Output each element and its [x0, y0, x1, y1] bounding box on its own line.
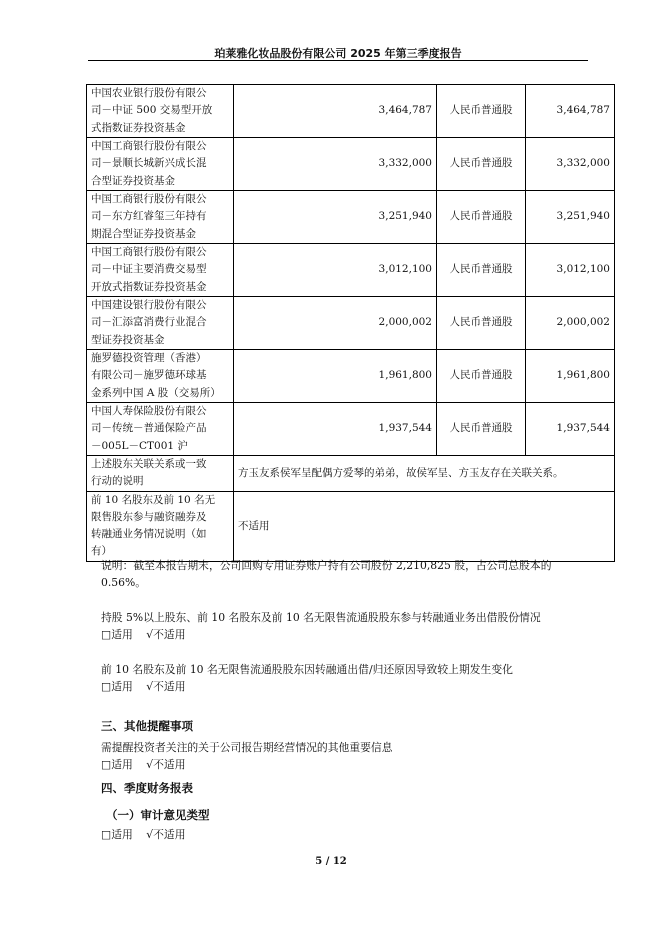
holder-name	[87, 297, 234, 350]
holder-name	[87, 191, 234, 244]
change-section	[101, 661, 513, 695]
holder-share-amount: 1,961,800	[526, 350, 615, 403]
holder-name-line: 中国农业银行股份有限公	[91, 87, 207, 100]
change-text: 前 10 名股东及前 10 名无限售流通股股东因转融通出借/归还原因导致较上期发生变化	[101, 663, 513, 676]
holder-name-line: 中国工商银行股份有限公	[91, 193, 207, 206]
holder-share-amount: 3,251,940	[526, 191, 615, 244]
page-number: 5 / 12	[315, 856, 347, 867]
holder-share-type: 人民币普通股	[437, 191, 526, 244]
lending-not-applicable-option: √不适用	[146, 628, 186, 641]
holder-name-line: 中国人寿保险股份有限公	[91, 405, 207, 418]
table-row	[87, 138, 615, 191]
holder-name	[87, 350, 234, 403]
section3-title: 三、其他提醒事项	[101, 719, 193, 733]
lending-text: 持股 5%以上股东、前 10 名股东及前 10 名无限售流通股股东参与转融通业务出借股份情况	[101, 611, 541, 624]
explanation-line-1: 说明：截至本报告期末，公司回购专用证券账户持有公司股份 2,210,825 股，占公司总股本的	[101, 559, 552, 572]
note-label	[87, 491, 234, 561]
holder-name-line: 合型证券投资基金	[91, 174, 175, 187]
holder-shares: 2,000,002	[234, 297, 437, 350]
holder-name	[87, 138, 234, 191]
holder-name-line: 期混合型证券投资基金	[91, 227, 196, 240]
header-rule	[88, 60, 588, 61]
note-label-line: 限售股东参与融资融券及	[91, 510, 207, 523]
holder-name-line: 有限公司－施罗德环球基	[91, 369, 207, 382]
table-row	[87, 85, 615, 138]
note-value: 不适用	[234, 491, 615, 561]
holder-shares: 1,937,544	[234, 403, 437, 456]
holder-name-line: 司－中证 500 交易型开放	[91, 104, 213, 117]
note-label-line: 转融通业务情况说明（如	[91, 528, 207, 541]
holder-share-amount: 3,012,100	[526, 244, 615, 297]
note-row	[87, 456, 615, 492]
section4-title: 四、季度财务报表	[101, 781, 193, 795]
audit-applicable-option: □适用	[101, 828, 133, 841]
lending-applicable-option: □适用	[101, 628, 133, 641]
holder-shares: 3,332,000	[234, 138, 437, 191]
holder-share-amount: 3,464,787	[526, 85, 615, 138]
holder-name-line: 司－东方红睿玺三年持有	[91, 210, 207, 223]
holder-name-line: 型证券投资基金	[91, 333, 165, 346]
holder-name	[87, 244, 234, 297]
section3-body	[101, 739, 393, 773]
holder-name-line: －005L－CT001 沪	[91, 439, 188, 452]
holder-share-type: 人民币普通股	[437, 297, 526, 350]
holder-name-line: 司－中证主要消费交易型	[91, 263, 207, 276]
holder-name-line: 中国建设银行股份有限公	[91, 299, 207, 312]
note-row	[87, 491, 615, 561]
holder-name-line: 司－传统－普通保险产品	[91, 422, 207, 435]
report-header: 珀莱雅化妆品股份有限公司 2025 年第三季度报告	[214, 47, 462, 60]
holder-shares: 3,251,940	[234, 191, 437, 244]
holder-name-line: 司－景顺长城新兴成长混	[91, 157, 207, 170]
explanation-line-2: 0.56%。	[101, 576, 147, 589]
holder-name-line: 开放式指数证券投资基金	[91, 280, 207, 293]
holder-shares: 1,961,800	[234, 350, 437, 403]
shareholders-table	[86, 84, 615, 562]
change-not-applicable-option: √不适用	[146, 680, 186, 693]
note-label-line: 行动的说明	[91, 475, 144, 488]
buyback-explanation	[101, 557, 552, 591]
holder-name-line: 式指数证券投资基金	[91, 121, 186, 134]
holder-shares: 3,012,100	[234, 244, 437, 297]
note-label-line: 前 10 名股东及前 10 名无	[91, 493, 216, 506]
holder-share-type: 人民币普通股	[437, 138, 526, 191]
table-row	[87, 191, 615, 244]
section3-not-applicable-option: √不适用	[146, 758, 186, 771]
audit-not-applicable-option: √不适用	[146, 828, 186, 841]
section3-text: 需提醒投资者关注的关于公司报告期经营情况的其他重要信息	[101, 741, 393, 754]
holder-share-type: 人民币普通股	[437, 350, 526, 403]
holder-shares: 3,464,787	[234, 85, 437, 138]
holder-name	[87, 403, 234, 456]
note-label	[87, 456, 234, 492]
note-label-line: 上述股东关联关系或一致	[91, 458, 207, 470]
note-label-line: 有）	[91, 545, 112, 558]
change-applicable-option: □适用	[101, 680, 133, 693]
table-row	[87, 297, 615, 350]
section3-applicable-option: □适用	[101, 758, 133, 771]
holder-share-amount: 2,000,002	[526, 297, 615, 350]
holder-share-type: 人民币普通股	[437, 403, 526, 456]
holder-name-line: 中国工商银行股份有限公	[91, 140, 207, 153]
holder-name-line: 中国工商银行股份有限公	[91, 246, 207, 259]
note-value: 方玉友系侯军呈配偶方爱琴的弟弟，故侯军呈、方玉友存在关联关系。	[234, 456, 615, 492]
audit-options	[101, 826, 196, 843]
holder-share-type: 人民币普通股	[437, 85, 526, 138]
holder-name-line: 金系列中国 A 股（交易所）	[91, 386, 221, 399]
table-row	[87, 244, 615, 297]
holder-share-type: 人民币普通股	[437, 244, 526, 297]
holder-name	[87, 85, 234, 138]
table-row	[87, 350, 615, 403]
audit-title: （一）审计意见类型	[106, 808, 210, 822]
holder-share-amount: 1,937,544	[526, 403, 615, 456]
holder-name-line: 施罗德投资管理（香港）	[91, 352, 207, 365]
holder-name-line: 司－汇添富消费行业混合	[91, 316, 207, 329]
lending-section	[101, 609, 541, 643]
holder-share-amount: 3,332,000	[526, 138, 615, 191]
table-row	[87, 403, 615, 456]
